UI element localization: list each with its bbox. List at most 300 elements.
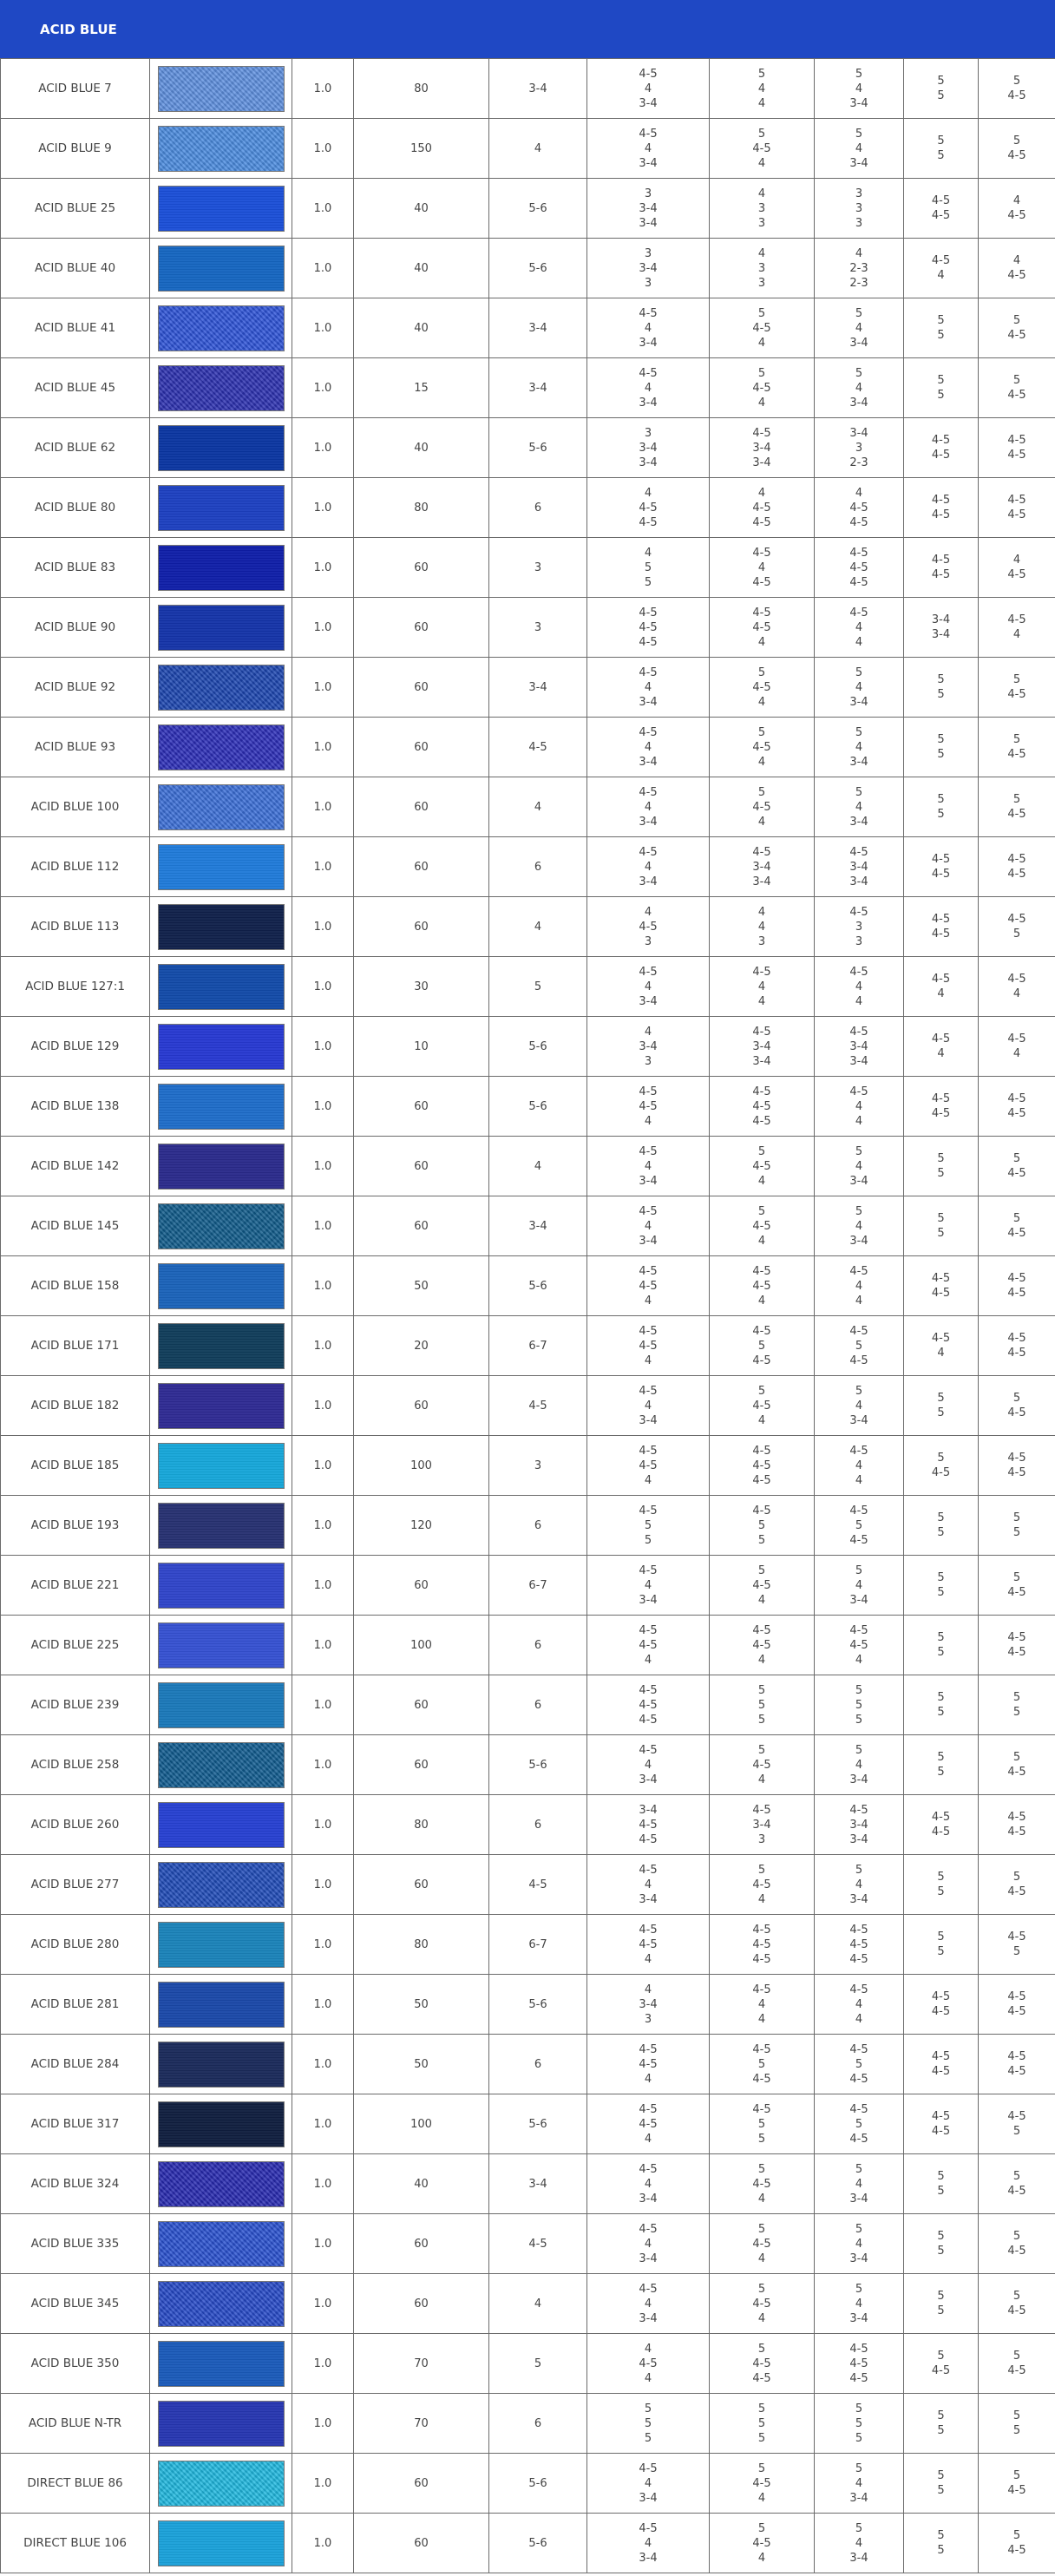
rating-value: 4-5	[639, 2222, 658, 2236]
rating-value: 4	[644, 82, 652, 95]
dye-name-cell: ACID BLUE 100	[1, 777, 150, 837]
fastness-rating-cell	[904, 2154, 979, 2214]
rating-value: 4-5	[931, 2065, 951, 2078]
rating-value: 5	[1012, 2125, 1021, 2138]
rating-value: 4-5	[1007, 868, 1026, 881]
rating-value: 5	[937, 2304, 945, 2317]
light-fastness-cell: 3	[489, 1436, 587, 1496]
rating-value: 4	[757, 1997, 766, 2011]
rating-value: 4-5	[639, 306, 658, 320]
rating-value: 4-5	[1007, 2050, 1026, 2063]
solubility-cell: 60	[354, 1196, 489, 1256]
rating-value: 4-5	[752, 1952, 771, 1966]
rating-value: 3	[644, 2012, 652, 2026]
light-fastness-cell: 5-6	[489, 1735, 587, 1795]
rating-value: 4-5	[639, 2461, 658, 2475]
rating-value: 5	[1012, 314, 1021, 327]
dye-name-cell: ACID BLUE 83	[1, 538, 150, 598]
fastness-rating-cell	[710, 1436, 815, 1496]
fastness-rating-cell	[979, 1496, 1055, 1556]
light-fastness-cell: 4	[489, 2274, 587, 2334]
fastness-rating-cell	[904, 538, 979, 598]
rating-value: 4	[855, 2536, 863, 2550]
fastness-rating-cell	[904, 1675, 979, 1735]
swatch-cell	[150, 1616, 292, 1675]
solubility-cell: 60	[354, 1855, 489, 1915]
rating-value: 3-4	[752, 875, 771, 888]
rating-value: 3	[855, 920, 863, 934]
rating-value: 4-5	[752, 1878, 771, 1891]
fastness-rating-cell	[904, 1735, 979, 1795]
rating-value: 4-5	[752, 845, 771, 859]
rating-value: 4-5	[752, 1099, 771, 1113]
rating-value: 4	[1012, 628, 1021, 641]
rating-value: 4-5	[1007, 2005, 1026, 2018]
strength-cell: 1.0	[292, 2334, 354, 2394]
fastness-rating-cell	[815, 837, 904, 897]
rating-value: 4-5	[931, 1092, 951, 1105]
dye-name-cell: ACID BLUE 258	[1, 1735, 150, 1795]
color-swatch	[158, 724, 285, 770]
strength-cell: 1.0	[292, 837, 354, 897]
light-fastness-cell: 5-6	[489, 239, 587, 298]
rating-value: 5	[937, 149, 945, 162]
rating-value: 4-5	[639, 2042, 658, 2056]
rating-value: 4-5	[752, 2371, 771, 2385]
rating-value: 3-4	[849, 2551, 868, 2565]
rating-value: 4-5	[1007, 568, 1026, 581]
fastness-rating-cell	[815, 478, 904, 538]
rating-value: 5	[937, 1631, 945, 1644]
rating-value: 4	[937, 269, 945, 282]
rating-value: 4-5	[1007, 688, 1026, 701]
rating-value: 4-5	[639, 1713, 658, 1727]
swatch-cell	[150, 179, 292, 239]
color-swatch	[158, 1802, 285, 1848]
rating-value: 4-5	[639, 1623, 658, 1637]
rating-value: 3-4	[752, 456, 771, 469]
rating-value: 3-4	[639, 261, 658, 275]
rating-value: 4-5	[752, 620, 771, 634]
rating-value: 4-5	[639, 1085, 658, 1098]
swatch-cell	[150, 777, 292, 837]
rating-value: 4-5	[752, 2536, 771, 2550]
strength-cell: 1.0	[292, 2394, 354, 2454]
rating-value: 4	[644, 2132, 652, 2146]
rating-value: 4-5	[1007, 1930, 1026, 1943]
light-fastness-cell: 3	[489, 538, 587, 598]
rating-value: 4-5	[639, 620, 658, 634]
rating-value: 4-5	[931, 434, 951, 447]
rating-value: 4-5	[1007, 1646, 1026, 1659]
swatch-cell	[150, 239, 292, 298]
fastness-rating-cell	[710, 957, 815, 1017]
solubility-cell: 60	[354, 1077, 489, 1137]
rating-value: 4	[855, 1099, 863, 1113]
rating-value: 3-4	[849, 1818, 868, 1832]
fastness-rating-cell	[979, 777, 1055, 837]
rating-value: 4-5	[931, 1990, 951, 2003]
dye-name-cell: ACID BLUE 221	[1, 1556, 150, 1616]
rating-value: 4	[644, 1294, 652, 1308]
rating-value: 3-4	[931, 613, 951, 626]
rating-value: 3	[855, 934, 863, 948]
fastness-rating-cell	[904, 2094, 979, 2154]
fastness-rating-cell	[904, 718, 979, 777]
rating-value: 4	[644, 1653, 652, 1667]
fastness-rating-cell	[587, 239, 710, 298]
rating-value: 5	[937, 1691, 945, 1704]
rating-value: 4-5	[752, 1803, 771, 1817]
rating-value: 3-4	[849, 2252, 868, 2265]
rating-value: 3	[644, 426, 652, 440]
rating-value: 5	[1012, 1571, 1021, 1584]
rating-value: 4	[1012, 554, 1021, 567]
rating-value: 4-5	[752, 1937, 771, 1951]
light-fastness-cell: 3	[489, 598, 587, 658]
color-swatch	[158, 964, 285, 1010]
solubility-cell: 40	[354, 298, 489, 358]
rating-value: 4	[644, 1878, 652, 1891]
rating-value: 5	[855, 1563, 863, 1577]
fastness-rating-cell	[587, 1915, 710, 1975]
rating-value: 5	[855, 2117, 863, 2131]
rating-value: 4-5	[752, 1983, 771, 1996]
rating-value: 3-4	[752, 1818, 771, 1832]
strength-cell: 1.0	[292, 957, 354, 1017]
table-row	[1, 1376, 1055, 1436]
solubility-cell: 60	[354, 2514, 489, 2573]
rating-value: 4	[644, 800, 652, 814]
rating-value: 4	[855, 2012, 863, 2026]
fastness-rating-cell	[979, 538, 1055, 598]
rating-value: 4-5	[639, 1638, 658, 1652]
rating-value: 5	[757, 1144, 766, 1158]
rating-value: 4	[855, 2177, 863, 2191]
fastness-rating-cell	[587, 478, 710, 538]
dye-name-cell: ACID BLUE 171	[1, 1316, 150, 1376]
rating-value: 4	[757, 1653, 766, 1667]
rating-value: 5	[757, 2057, 766, 2071]
strength-cell: 1.0	[292, 2274, 354, 2334]
fastness-rating-cell	[979, 1795, 1055, 1855]
fastness-rating-cell	[904, 1556, 979, 1616]
fastness-rating-cell	[710, 2035, 815, 2094]
table-row	[1, 59, 1055, 119]
swatch-cell	[150, 897, 292, 957]
fastness-rating-cell	[710, 1256, 815, 1316]
rating-value: 4-5	[849, 845, 868, 859]
light-fastness-cell: 5-6	[489, 2514, 587, 2573]
rating-value: 4-5	[639, 1144, 658, 1158]
fastness-rating-cell	[904, 2274, 979, 2334]
strength-cell: 1.0	[292, 1975, 354, 2035]
rating-value: 4-5	[752, 1458, 771, 1472]
rating-value: 4-5	[1007, 1885, 1026, 1898]
rating-value: 4-5	[752, 2102, 771, 2116]
rating-value: 4-5	[639, 665, 658, 679]
rating-value: 4-5	[931, 2364, 951, 2377]
rating-value: 5	[855, 2162, 863, 2176]
fastness-rating-cell	[904, 2514, 979, 2573]
rating-value: 4	[644, 2237, 652, 2251]
rating-value: 2-3	[849, 456, 868, 469]
rating-value: 5	[757, 2461, 766, 2475]
rating-value: 4	[644, 486, 652, 500]
rating-value: 4-5	[849, 515, 868, 529]
rating-value: 4-5	[639, 1863, 658, 1877]
table-row	[1, 538, 1055, 598]
fastness-rating-cell	[815, 1496, 904, 1556]
rating-value: 4-5	[849, 2356, 868, 2370]
rating-value: 5	[855, 2282, 863, 2296]
table-row	[1, 2274, 1055, 2334]
rating-value: 4-5	[752, 2476, 771, 2490]
table-row	[1, 1077, 1055, 1137]
rating-value: 3-4	[639, 216, 658, 230]
rating-value: 4	[757, 1294, 766, 1308]
rating-value: 3-4	[849, 755, 868, 769]
fastness-rating-cell	[710, 2394, 815, 2454]
strength-cell: 1.0	[292, 1017, 354, 1077]
fastness-rating-cell	[979, 837, 1055, 897]
rating-value: 5	[757, 127, 766, 141]
fastness-rating-cell	[979, 239, 1055, 298]
table-row	[1, 1316, 1055, 1376]
rating-value: 5	[757, 2402, 766, 2415]
fastness-rating-cell	[587, 1795, 710, 1855]
table-row	[1, 658, 1055, 718]
rating-value: 3-4	[639, 755, 658, 769]
strength-cell: 1.0	[292, 1196, 354, 1256]
rating-value: 5	[937, 688, 945, 701]
dye-name-cell: ACID BLUE 112	[1, 837, 150, 897]
rating-value: 4-5	[849, 606, 868, 619]
rating-value: 4	[937, 987, 945, 1000]
rating-value: 5	[937, 2424, 945, 2437]
fastness-rating-cell	[710, 897, 815, 957]
rating-value: 5	[855, 2416, 863, 2430]
rating-value: 4-5	[752, 1025, 771, 1039]
rating-value: 5	[937, 2484, 945, 2497]
rating-value: 3-4	[639, 1174, 658, 1188]
rating-value: 4-5	[639, 501, 658, 515]
strength-cell: 1.0	[292, 897, 354, 957]
rating-value: 5	[937, 1885, 945, 1898]
rating-value: 5	[937, 748, 945, 761]
rating-value: 4	[757, 96, 766, 110]
rating-value: 5	[1012, 2529, 1021, 2542]
fastness-rating-cell	[979, 1616, 1055, 1675]
dye-name-cell: ACID BLUE 127:1	[1, 957, 150, 1017]
rating-value: 5	[937, 1406, 945, 1419]
solubility-cell: 60	[354, 2274, 489, 2334]
rating-value: 4-5	[752, 1219, 771, 1233]
color-swatch	[158, 2461, 285, 2507]
rating-value: 4-5	[639, 2282, 658, 2296]
table-row	[1, 897, 1055, 957]
fastness-rating-cell	[979, 1256, 1055, 1316]
swatch-cell	[150, 1256, 292, 1316]
rating-value: 4-5	[639, 1444, 658, 1458]
rating-value: 4-5	[639, 785, 658, 799]
rating-value: 5	[937, 2529, 945, 2542]
solubility-cell: 120	[354, 1496, 489, 1556]
solubility-cell: 60	[354, 1376, 489, 1436]
rating-value: 4-5	[639, 1099, 658, 1113]
swatch-cell	[150, 2454, 292, 2514]
rating-value: 5	[644, 1518, 652, 1532]
rating-value: 4	[855, 82, 863, 95]
rating-value: 4-5	[931, 927, 951, 941]
rating-value: 4	[937, 1347, 945, 1360]
rating-value: 4-5	[1007, 1811, 1026, 1824]
rating-value: 5	[937, 2350, 945, 2363]
dye-name-cell: DIRECT BLUE 86	[1, 2454, 150, 2514]
rating-value: 4	[644, 2476, 652, 2490]
swatch-cell	[150, 1975, 292, 2035]
dye-name-cell: DIRECT BLUE 106	[1, 2514, 150, 2573]
fastness-rating-cell	[979, 1735, 1055, 1795]
rating-value: 3-4	[639, 336, 658, 350]
rating-value: 3-4	[849, 1054, 868, 1068]
rating-value: 3-4	[849, 875, 868, 888]
rating-value: 4-5	[752, 800, 771, 814]
rating-value: 4	[757, 755, 766, 769]
swatch-cell	[150, 2514, 292, 2573]
rating-value: 4-5	[1007, 1452, 1026, 1465]
light-fastness-cell: 3-4	[489, 2154, 587, 2214]
fastness-rating-cell	[979, 1855, 1055, 1915]
rating-value: 4	[644, 2177, 652, 2191]
rating-value: 4-5	[752, 2356, 771, 2370]
fastness-rating-cell	[710, 1376, 815, 1436]
light-fastness-cell: 4-5	[489, 718, 587, 777]
fastness-rating-cell	[979, 2334, 1055, 2394]
fastness-rating-cell	[979, 1675, 1055, 1735]
rating-value: 4-5	[1007, 1406, 1026, 1419]
color-swatch	[158, 1144, 285, 1190]
rating-value: 4	[644, 2072, 652, 2086]
table-row	[1, 1496, 1055, 1556]
rating-value: 5	[1012, 2350, 1021, 2363]
rating-value: 4	[644, 905, 652, 919]
rating-value: 3-4	[639, 2491, 658, 2505]
rating-value: 5	[937, 134, 945, 147]
rating-value: 4-5	[849, 2072, 868, 2086]
solubility-cell: 40	[354, 2154, 489, 2214]
strength-cell: 1.0	[292, 1376, 354, 1436]
table-row	[1, 1735, 1055, 1795]
color-swatch	[158, 1263, 285, 1309]
rating-value: 4	[855, 1758, 863, 1772]
rating-value: 4	[855, 800, 863, 814]
dye-name-cell: ACID BLUE 145	[1, 1196, 150, 1256]
rating-value: 5	[1012, 75, 1021, 88]
fastness-rating-cell	[979, 2454, 1055, 2514]
swatch-cell	[150, 2035, 292, 2094]
swatch-cell	[150, 478, 292, 538]
fastness-rating-cell	[710, 1556, 815, 1616]
rating-value: 3-4	[639, 1039, 658, 1053]
rating-value: 4	[757, 1174, 766, 1188]
fastness-rating-cell	[710, 538, 815, 598]
rating-value: 4	[855, 1159, 863, 1173]
rating-value: 3-4	[849, 2491, 868, 2505]
rating-value: 4	[644, 2371, 652, 2385]
rating-value: 5	[757, 306, 766, 320]
rating-value: 5	[937, 374, 945, 387]
rating-value: 5	[937, 1511, 945, 1524]
solubility-cell: 60	[354, 2454, 489, 2514]
strength-cell: 1.0	[292, 1077, 354, 1137]
dye-name-cell: ACID BLUE 158	[1, 1256, 150, 1316]
rating-value: 4	[644, 980, 652, 993]
solubility-cell: 60	[354, 837, 489, 897]
table-row	[1, 1196, 1055, 1256]
color-swatch	[158, 2042, 285, 2088]
swatch-cell	[150, 59, 292, 119]
color-swatch	[158, 66, 285, 112]
rating-value: 5	[1012, 2424, 1021, 2437]
rating-value: 3-4	[639, 1593, 658, 1607]
rating-value: 4-5	[639, 1458, 658, 1472]
color-swatch	[158, 904, 285, 950]
rating-value: 4-5	[752, 965, 771, 979]
strength-cell: 1.0	[292, 777, 354, 837]
rating-value: 3-4	[849, 396, 868, 410]
rating-value: 5	[855, 1743, 863, 1757]
rating-value: 2-3	[849, 261, 868, 275]
rating-value: 5	[855, 665, 863, 679]
color-swatch	[158, 1982, 285, 2028]
dye-name-cell: ACID BLUE 93	[1, 718, 150, 777]
table-row	[1, 1975, 1055, 2035]
rating-value: 5	[937, 75, 945, 88]
rating-value: 4-5	[639, 2117, 658, 2131]
fastness-rating-cell	[904, 298, 979, 358]
rating-value: 4	[757, 156, 766, 170]
rating-value: 4	[855, 381, 863, 395]
rating-value: 4	[644, 1983, 652, 1996]
rating-value: 4-5	[752, 321, 771, 335]
strength-cell: 1.0	[292, 1675, 354, 1735]
rating-value: 3-4	[849, 2192, 868, 2206]
strength-cell: 1.0	[292, 418, 354, 478]
fastness-rating-cell	[710, 59, 815, 119]
rating-value: 4	[644, 680, 652, 694]
fastness-rating-cell	[815, 718, 904, 777]
swatch-cell	[150, 358, 292, 418]
swatch-cell	[150, 2214, 292, 2274]
rating-value: 4	[757, 695, 766, 709]
rating-value: 4-5	[639, 1818, 658, 1832]
color-swatch	[158, 1622, 285, 1668]
solubility-cell: 60	[354, 538, 489, 598]
rating-value: 5	[644, 560, 652, 574]
rating-value: 4-5	[752, 426, 771, 440]
fastness-rating-cell	[904, 2035, 979, 2094]
fastness-rating-cell	[904, 1316, 979, 1376]
rating-value: 4-5	[752, 381, 771, 395]
fastness-rating-cell	[904, 2214, 979, 2274]
fastness-rating-cell	[587, 2214, 710, 2274]
rating-value: 4-5	[639, 635, 658, 649]
swatch-cell	[150, 538, 292, 598]
rating-value: 5	[937, 89, 945, 102]
rating-value: 4-5	[1007, 1272, 1026, 1285]
solubility-cell: 60	[354, 897, 489, 957]
